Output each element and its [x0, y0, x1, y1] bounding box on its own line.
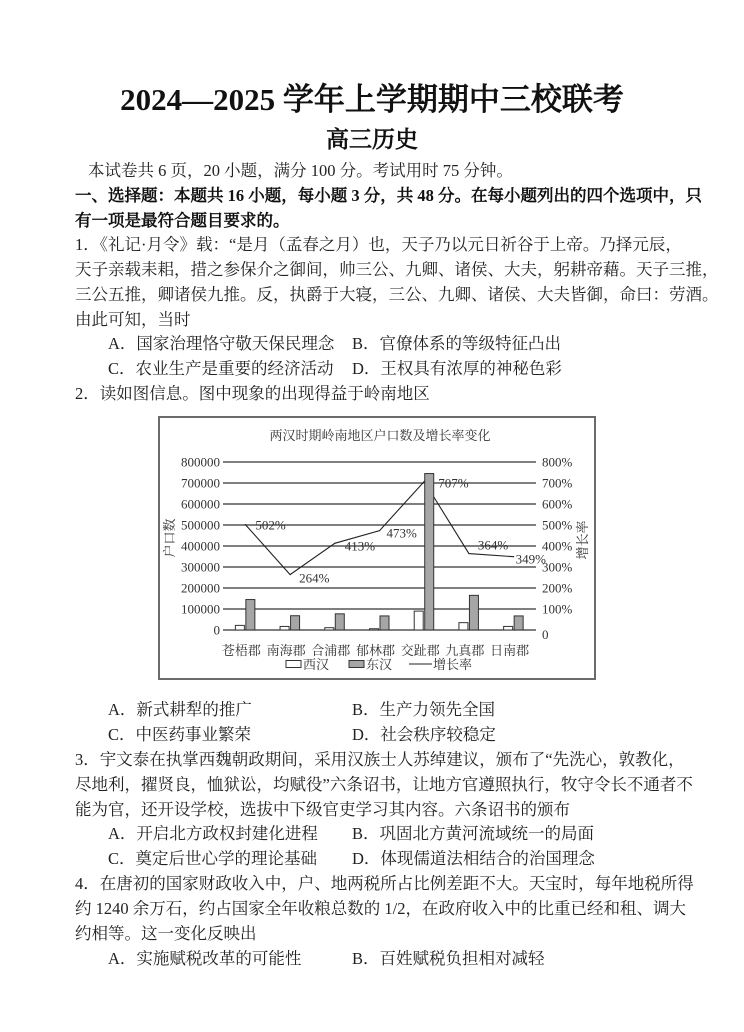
option-text: 官僚体系的等级特征凸出 — [379, 334, 562, 353]
option-label: A． — [108, 334, 137, 353]
option-c — [108, 359, 334, 379]
legend-label-growth-rate: 增长率 — [433, 657, 473, 672]
option-b — [352, 334, 561, 354]
question-text-line: 三公五推，卿诸侯九推。反，执爵于大寝，三公、九卿、诸侯、大夫皆御，命曰：劳酒。 — [75, 285, 719, 304]
bar-xihan — [414, 611, 423, 630]
growth-rate-point — [334, 543, 335, 544]
question-text-line: 天子亲载耒耜，措之参保介之御间，帅三公、九卿、诸侯、大夫，躬耕帝藉。天子三推， — [75, 260, 719, 279]
y2-tick-label: 400% — [542, 538, 573, 554]
category-label: 苍梧郡 — [221, 643, 261, 658]
category-label: 合浦郡 — [311, 643, 351, 658]
option-label: A． — [108, 700, 137, 719]
y2-tick-label: 500% — [542, 517, 573, 533]
question-text-line: 约相等。这一变化反映出 — [75, 924, 257, 943]
option-b — [352, 824, 594, 844]
growth-rate-point — [379, 530, 380, 531]
option-c — [108, 725, 251, 745]
bar-donghan — [246, 600, 255, 630]
y2-tick-label: 600% — [542, 496, 573, 512]
question-text-line: 约 1240 余万石，约占国家全年收粮总数的 1/2，在政府收入中的比重已经和租、调大 — [75, 899, 686, 918]
option-a — [108, 334, 334, 354]
bar-xihan — [459, 623, 468, 630]
category-label: 郁林郡 — [355, 643, 396, 658]
growth-rate-point — [289, 574, 290, 575]
growth-rate-label: 349% — [515, 551, 546, 567]
option-text: 巩固北方黄河流域统一的局面 — [379, 824, 595, 843]
y-tick-label: 700000 — [181, 475, 220, 491]
question-text-line: 4．在唐初的国家财政收入中，户、地两税所占比例差距不大。天宝时，每年地税所得 — [75, 874, 694, 893]
option-text: 百姓赋税负担相对减轻 — [379, 949, 545, 968]
y2-axis-title: 增长率 — [575, 520, 590, 560]
category-label: 九真郡 — [445, 643, 485, 658]
option-label: C． — [108, 725, 136, 744]
y2-tick-label: 0 — [542, 627, 549, 642]
exam-subject: 高三历史 — [326, 127, 418, 152]
option-text: 社会秩序较稳定 — [380, 725, 496, 744]
option-c — [108, 849, 317, 869]
legend-swatch-donghan — [349, 661, 364, 668]
question-text-line: 2．读如图信息。图中现象的出现得益于岭南地区 — [75, 384, 430, 403]
question-text-line: 1．《礼记·月令》载：“是月（孟春之月）也，天子乃以元日祈谷于上帝。乃择元辰， — [75, 235, 682, 254]
bar-xihan — [504, 626, 513, 630]
bar-donghan — [291, 616, 300, 630]
option-b — [352, 700, 495, 720]
growth-rate-point — [513, 556, 514, 557]
growth-rate-label: 364% — [477, 537, 509, 553]
bar-xihan — [370, 629, 379, 630]
option-label: A． — [108, 824, 137, 843]
y2-tick-label: 200% — [542, 580, 573, 596]
option-label: B． — [352, 949, 380, 968]
option-text: 开启北方政权封建化进程 — [136, 824, 318, 843]
growth-rate-label: 502% — [255, 517, 286, 533]
option-text: 体现儒道法相结合的治国理念 — [380, 849, 595, 868]
bar-xihan — [280, 626, 289, 630]
option-text: 中医药事业繁荣 — [135, 725, 252, 744]
category-label: 交趾郡 — [400, 643, 440, 658]
option-label: B． — [352, 334, 380, 353]
option-text: 国家治理恪守敬天保民理念 — [136, 334, 335, 353]
section-instructions-line: 有一项是最符合题目要求的。 — [75, 211, 290, 230]
option-text: 实施赋税改革的可能性 — [136, 949, 302, 968]
option-text: 生产力领先全国 — [379, 700, 496, 719]
option-d — [352, 359, 562, 379]
option-a — [108, 824, 318, 844]
y2-tick-label: 300% — [542, 559, 573, 575]
option-text: 奠定后世心学的理论基础 — [135, 849, 318, 868]
option-label: C． — [108, 849, 136, 868]
option-label: A． — [108, 949, 137, 968]
bar-donghan — [425, 474, 434, 630]
option-label: D． — [352, 359, 381, 378]
bar-donghan — [469, 595, 478, 630]
y2-tick-label: 100% — [542, 601, 573, 617]
option-b — [352, 949, 545, 969]
y-tick-label: 200000 — [181, 580, 220, 596]
chart-canvas — [158, 416, 598, 681]
section-instructions-line: 一、选择题：本题共 16 小题，每小题 3 分，共 48 分。在每小题列出的四个选项中，只 — [75, 186, 702, 205]
y-tick-label: 600000 — [181, 496, 220, 512]
chart-frame — [159, 417, 595, 679]
growth-rate-point — [468, 553, 469, 554]
y-tick-label: 500000 — [181, 517, 220, 533]
y2-tick-label: 700% — [542, 475, 573, 491]
growth-rate-label: 473% — [386, 525, 417, 541]
exam-title: 2024—2025 学年上学期期中三校联考 — [120, 82, 624, 117]
bar-donghan — [380, 616, 389, 630]
y2-tick-label: 800% — [542, 454, 573, 470]
option-a — [108, 700, 252, 720]
growth-rate-label: 264% — [299, 570, 330, 586]
question-text-line: 3．宇文泰在执掌西魏朝政期间，采用汉族士人苏绰建议，颁布了“先洗心，敦教化， — [75, 750, 685, 769]
y-axis-title: 户口数 — [162, 518, 177, 558]
category-label: 日南郡 — [490, 643, 530, 658]
bar-donghan — [514, 616, 523, 630]
option-text: 农业生产是重要的经济活动 — [135, 359, 334, 378]
legend-label-donghan: 东汉 — [366, 657, 393, 672]
exam-notice: 本试卷共 6 页，20 小题，满分 100 分。考试用时 75 分钟。 — [88, 161, 513, 180]
category-label: 南海郡 — [266, 643, 306, 658]
growth-rate-point — [245, 524, 246, 525]
option-label: D． — [352, 725, 381, 744]
chart-title: 两汉时期岭南地区户口数及增长率变化 — [269, 428, 491, 443]
option-label: B． — [352, 700, 380, 719]
bar-xihan — [235, 625, 244, 630]
option-a — [108, 949, 301, 969]
option-label: D． — [352, 849, 381, 868]
option-text: 新式耕犁的推广 — [136, 700, 252, 719]
growth-rate-label: 707% — [438, 475, 469, 491]
option-d — [352, 725, 496, 745]
bar-xihan — [325, 628, 334, 630]
growth-rate-label: 413% — [344, 538, 376, 554]
option-label: C． — [108, 359, 136, 378]
y-tick-label: 0 — [213, 622, 220, 638]
bar-donghan — [335, 614, 344, 630]
question-text-line: 由此可知，当时 — [75, 310, 191, 329]
question-text-line: 能为官，还开设学校，选拔中下级官吏学习其内容。六条诏书的颁布 — [75, 800, 570, 819]
y-tick-label: 800000 — [181, 454, 220, 470]
legend-swatch-xihan — [286, 661, 301, 668]
legend-label-xihan: 西汉 — [303, 657, 330, 672]
question-text-line: 尽地利，擢贤良，恤狱讼，均赋役”六条诏书，让地方官遵照执行，牧守令长不通者不 — [75, 775, 693, 794]
option-d — [352, 849, 595, 869]
option-label: B． — [352, 824, 380, 843]
y-tick-label: 300000 — [181, 559, 220, 575]
y-tick-label: 400000 — [181, 538, 220, 554]
y-tick-label: 100000 — [181, 601, 220, 617]
option-text: 王权具有浓厚的神秘色彩 — [380, 359, 562, 378]
population-chart — [158, 416, 598, 681]
